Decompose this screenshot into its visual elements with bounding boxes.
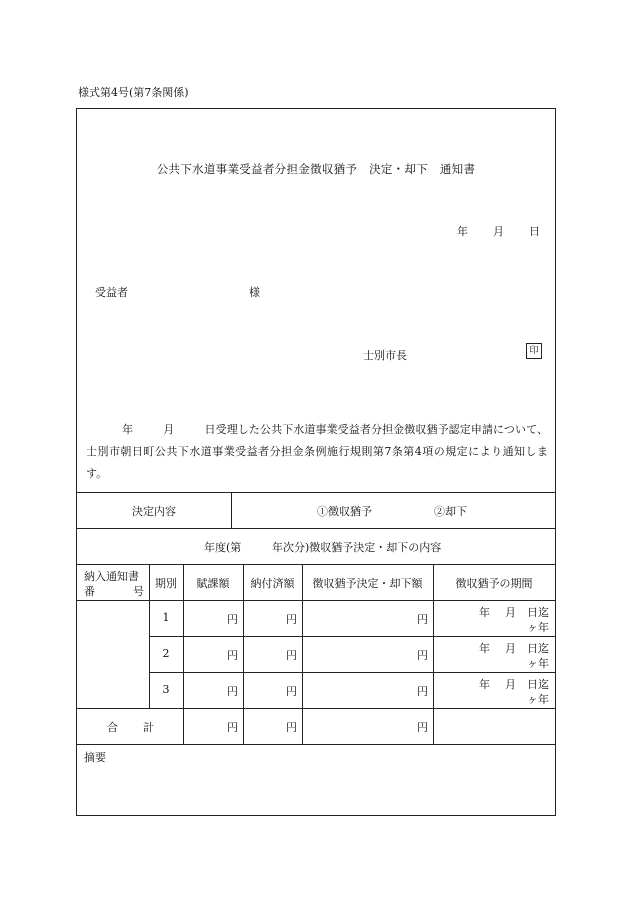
remarks-label: 摘要: [84, 751, 106, 764]
section-heading-b: 年次分)徴収猶予決定・却下の内容: [272, 541, 442, 554]
rule: [149, 636, 555, 637]
section-heading-a: 年度(第: [204, 541, 242, 554]
row-amount: 円: [417, 613, 428, 626]
total-levied: 円: [227, 721, 238, 734]
row-term-year: 年: [479, 678, 490, 691]
total-paid: 円: [286, 721, 297, 734]
total-label-b: 計: [143, 721, 154, 734]
notice-form-frame: [76, 108, 556, 816]
row-paid: 円: [286, 649, 297, 662]
rule: [77, 492, 555, 493]
rule: [149, 672, 555, 673]
row-period: 2: [162, 647, 170, 660]
seal-mark: 印: [526, 343, 542, 359]
row-amount: 円: [417, 685, 428, 698]
header-term: 徴収猶予の期間: [455, 577, 533, 590]
notice-body: [86, 419, 548, 485]
row-term-years: ヶ年: [527, 657, 549, 670]
row-period: 1: [162, 611, 170, 624]
header-notice-number-go: 号: [133, 585, 144, 598]
row-amount: 円: [417, 649, 428, 662]
row-term-year: 年: [479, 606, 490, 619]
row-period: 3: [162, 683, 170, 696]
row-term-day: 日迄: [527, 606, 549, 619]
total-label-a: 合: [107, 721, 118, 734]
date-month: 月: [493, 225, 504, 238]
body-year: 年: [122, 423, 134, 436]
header-paid: 納付済額: [250, 577, 295, 590]
decision-label: 決定内容: [132, 505, 176, 518]
row-term-year: 年: [479, 642, 490, 655]
decision-option-reject: ②却下: [434, 505, 467, 518]
row-levied: 円: [227, 649, 238, 662]
header-notice-number: 納入通知書: [84, 570, 139, 583]
header-levied: 賦課額: [196, 577, 230, 590]
recipient-label: 受益者: [95, 286, 128, 299]
row-term-month: 月: [505, 642, 516, 655]
row-paid: 円: [286, 613, 297, 626]
header-notice-number-ban: 番: [84, 585, 95, 598]
date-day: 日: [529, 225, 540, 238]
form-number-label: 様式第4号(第7条関係): [78, 86, 189, 99]
row-term-month: 月: [505, 606, 516, 619]
decision-option-defer: ①徴収猶予: [317, 505, 372, 518]
row-levied: 円: [227, 685, 238, 698]
header-decision-amount: 徴収猶予決定・却下額: [312, 577, 423, 590]
date-year: 年: [457, 225, 468, 238]
rule: [433, 564, 434, 744]
row-term-day: 日迄: [527, 678, 549, 691]
rule: [77, 708, 555, 709]
row-term-years: ヶ年: [527, 621, 549, 634]
rule: [77, 528, 555, 529]
header-period: 期別: [155, 577, 177, 590]
row-term-month: 月: [505, 678, 516, 691]
row-term-day: 日迄: [527, 642, 549, 655]
rule: [231, 492, 232, 528]
body-text: 日受理した公共下水道事業受益者分担金徴収猶予認定申請について、士別市朝日町公共下水道事業受益者分担金条例施行規則第7条第4項の規定により通知します。: [86, 423, 549, 480]
row-paid: 円: [286, 685, 297, 698]
recipient-honorific: 様: [249, 286, 260, 299]
document-title: 公共下水道事業受益者分担金徴収猶予 決定・却下 通知書: [156, 162, 476, 176]
row-term-years: ヶ年: [527, 693, 549, 706]
body-month: 月: [163, 423, 175, 436]
total-amount: 円: [417, 721, 428, 734]
rule: [77, 744, 555, 745]
row-levied: 円: [227, 613, 238, 626]
issuer-name: 士別市長: [363, 349, 407, 362]
